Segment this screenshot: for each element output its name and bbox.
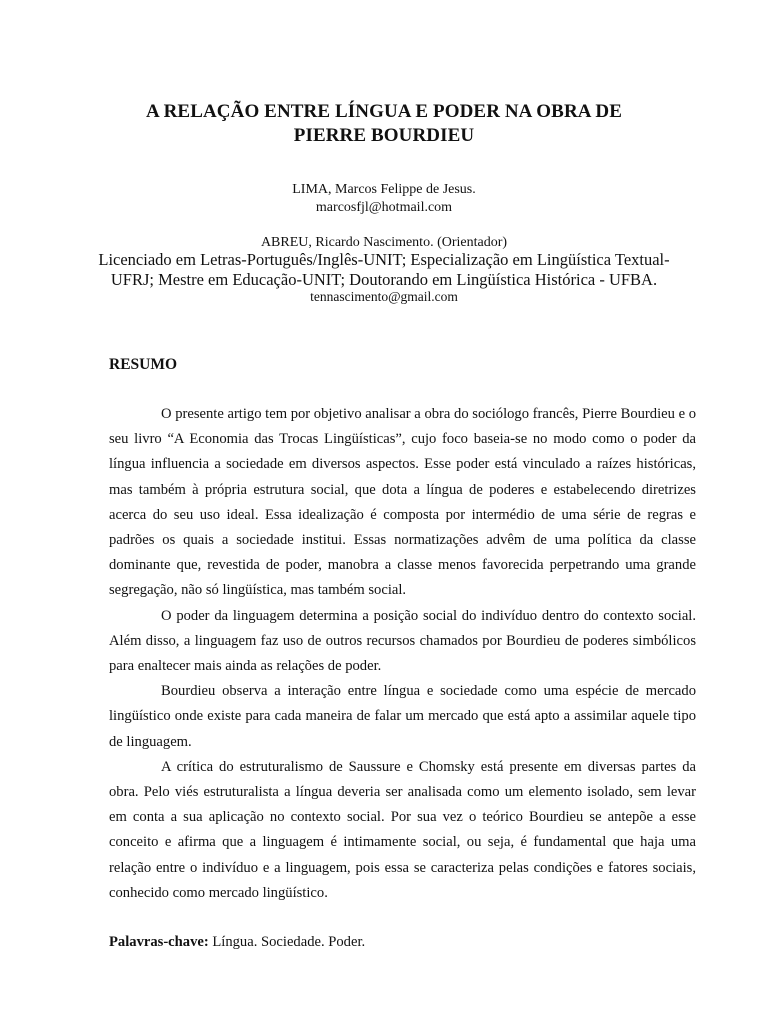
- keywords-label: Palavras-chave:: [109, 934, 209, 950]
- author-2-name: ABREU, Ricardo Nascimento. (Orientador): [260, 235, 508, 250]
- abstract-body: [109, 402, 696, 906]
- author-2-affiliation-line-2: UFRJ; Mestre em Educação-UNIT; Doutorando em Lingüística Histórica - UFBA.: [110, 270, 658, 289]
- author-1-name: LIMA, Marcos Felippe de Jesus.: [292, 182, 476, 197]
- paper-title: [60, 100, 708, 148]
- paper-title-line-2: PIERRE BOURDIEU: [293, 125, 475, 146]
- author-1-email: marcosfjl@hotmail.com: [315, 200, 453, 215]
- abstract-paragraph: O presente artigo tem por objetivo analisar a obra do sociólogo francês, Pierre Bourdieu e o seu livro “A Economia das Trocas Lingüísticas”, cujo foco baseia-se no modo como o poder da língua influencia a sociedade em diversos aspectos. Esse poder está vinculado a raízes históricas, mas também à própria estrutura social, que dota a língua de poderes e estabelecendo diretrizes acerca do seu uso ideal. Essa idealização é composta por intermédio de uma série de regras e padrões os quais a sociedade institui. Essas normatizações advêm de uma política da classe dominante que, revestida de poder, manobra a classe menos favorecida perpetrando uma grande segregação, não só lingüística, mas também social.: [109, 406, 696, 599]
- paper-title-line-1: A RELAÇÃO ENTRE LÍNGUA E PODER NA OBRA DE: [145, 101, 622, 122]
- abstract-paragraph: A crítica do estruturalismo de Saussure e Chomsky está presente em diversas partes da obra. Pelo viés estruturalista a língua deveria ser analisada como um elemento isolado, sem levar em conta a sua aplicação no contexto social. Por sua vez o teórico Bourdieu se antepõe a esse conceito e afirma que a linguagem é intimamente social, ou seja, é fundamental que haja uma relação entre o indivíduo e a linguagem, pois essa se caracteriza pelas condições e fatores sociais, conhecido como mercado lingüístico.: [109, 758, 696, 901]
- author-2-affiliation-line-1: Licenciado em Letras-Português/Inglês-UNIT; Especialização em Lingüística Textual-: [98, 250, 670, 269]
- abstract-paragraph: O poder da linguagem determina a posição social do indivíduo dentro do contexto social. Além disso, a linguagem faz uso de outros recursos chamados por Bourdieu de poderes simbólicos para enaltecer mais ainda as relações de poder.: [109, 607, 696, 675]
- keywords-values: Língua. Sociedade. Poder.: [212, 934, 366, 950]
- author-2-email: tennascimento@gmail.com: [310, 289, 458, 304]
- abstract-heading: RESUMO: [109, 356, 178, 373]
- keywords: [109, 932, 365, 952]
- abstract-paragraph: Bourdieu observa a interação entre língua e sociedade como uma espécie de mercado lingüístico onde existe para cada maneira de falar um mercado que está apto a assimilar aquele tipo de linguagem.: [109, 683, 696, 750]
